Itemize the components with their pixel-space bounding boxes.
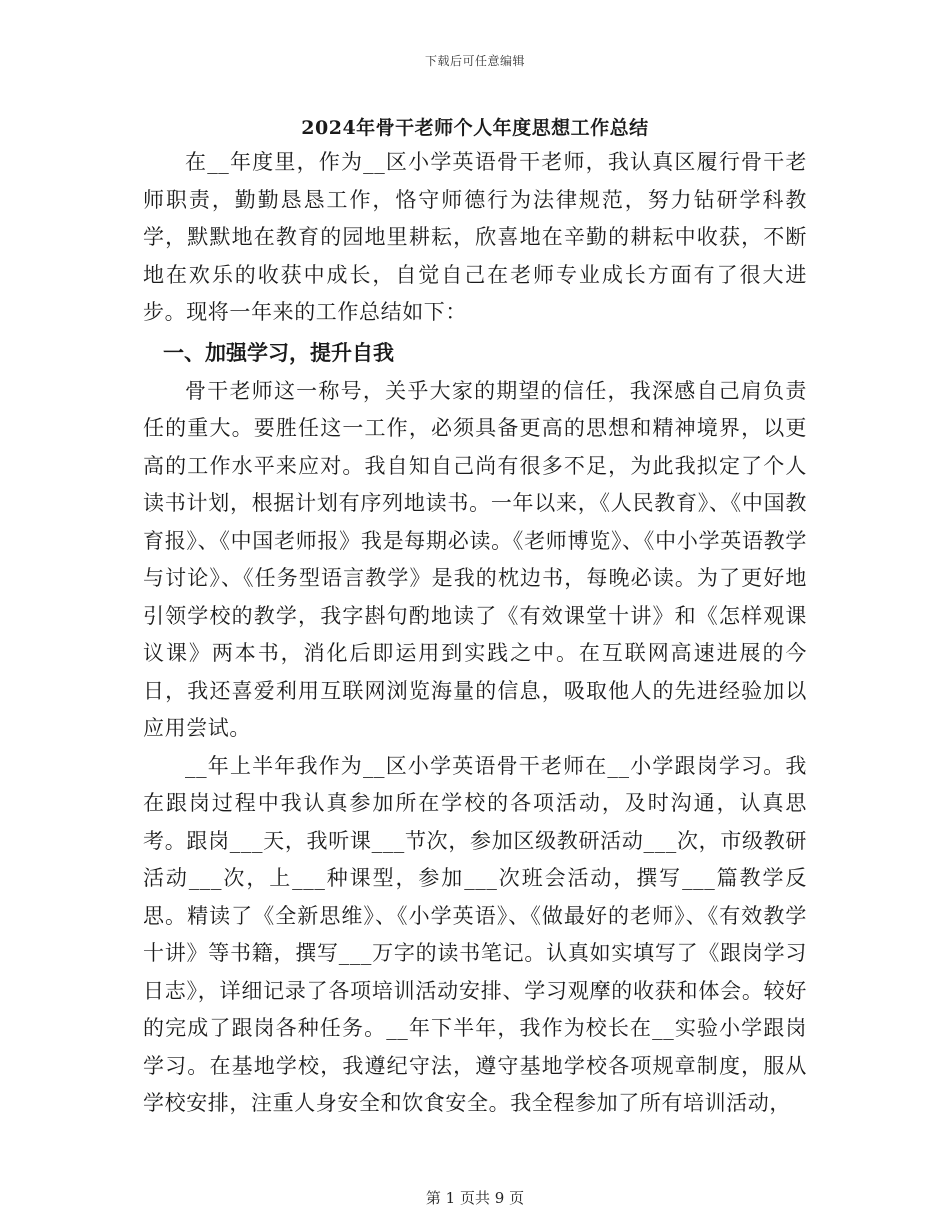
section1-paragraph-2: __年上半年我作为__区小学英语骨干老师在__小学跟岗学习。我在跟岗过程中我认真参加所在学校的各项活动，及时沟通，认真思考。跟岗___天，我听课___节次，参加区级教研活动___次，市级教研活动___次，上___种课型，参加___次班会活动，撰写___篇教学反思。精读了《全新思维》、《小学英语》、《做最好的老师》、《有效教学十讲》等书籍，撰写___万字的读书笔记。认真如实填写了《跟岗学习日志》，详细记录了各项培训活动安排、学习观摩的收获和体会。较好的完成了跟岗各种任务。__年下半年，我作为校长在__实验小学跟岗学习。在基地学校，我遵纪守法，遵守基地学校各项规章制度，服从学校安排，注重人身安全和饮食安全。我全程参加了所有培训活动， (143, 753, 807, 1115)
intro-paragraph: 在__年度里，作为__区小学英语骨干老师，我认真区履行骨干老师职责，勤勤恳恳工作，恪守师德行为法律规范，努力钻研学科教学，默默地在教育的园地里耕耘，欣喜地在辛勤的耕耘中收获，不断地在欢乐的收获中成长，自觉自己在老师专业成长方面有了很大进步。现将一年来的工作总结如下： (143, 150, 807, 324)
document-body (143, 144, 807, 1123)
page-header-note: 下载后可任意编辑 (424, 54, 525, 68)
page-number-footer: 第 1 页共 9 页 (425, 1189, 525, 1207)
section-heading-1: 一、加强学习，提升自我 (163, 339, 394, 365)
document-title: 2024年骨干老师个人年度思想工作总结 (301, 117, 649, 139)
section1-paragraph-1: 骨干老师这一称号，关乎大家的期望的信任，我深感自己肩负责任的重大。要胜任这一工作，必须具备更高的思想和精神境界，以更高的工作水平来应对。我自知自己尚有很多不足，为此我拟定了个人读书计划，根据计划有序列地读书。一年以来，《人民教育》、《中国教育报》、《中国老师报》我是每期必读。《老师博览》、《中小学英语教学与讨论》、《任务型语言教学》是我的枕边书，每晚必读。为了更好地引领学校的教学，我字斟句酌地读了《有效课堂十讲》和《怎样观课议课》两本书，消化后即运用到实践之中。在互联网高速进展的今日，我还喜爱利用互联网浏览海量的信息，吸取他人的先进经验加以应用尝试。 (143, 378, 807, 740)
